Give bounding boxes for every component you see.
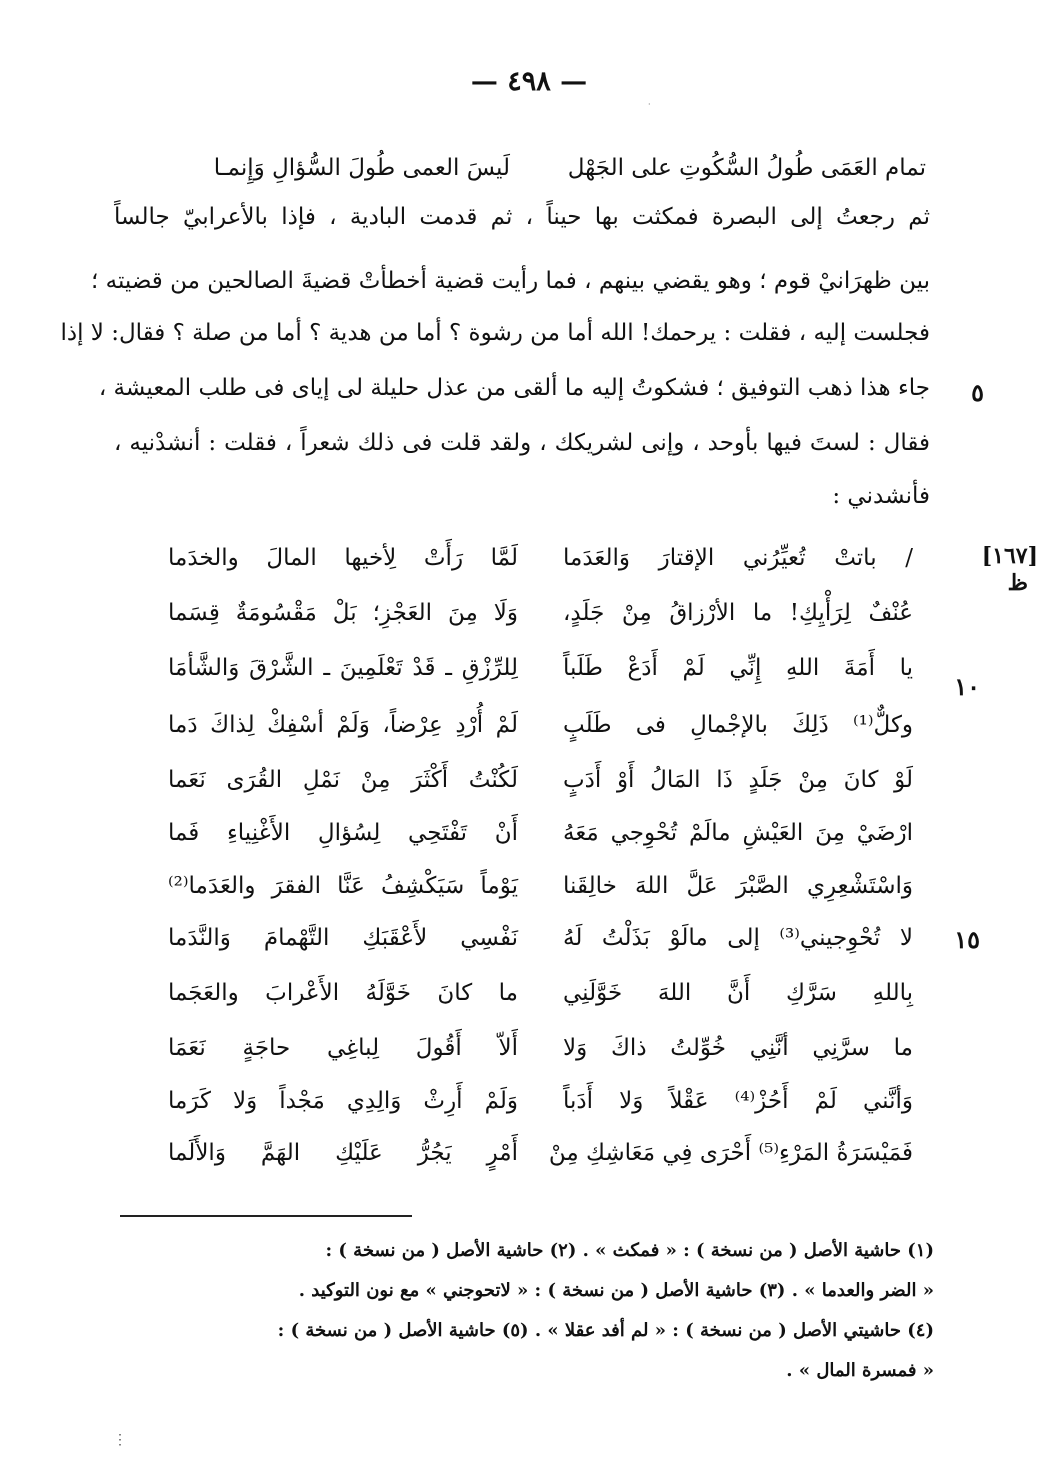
prose-line: فأنشدني :: [832, 483, 930, 509]
page-number: — ٤٩٨ —: [470, 66, 588, 97]
prose-line: فجلست إليه ، فقلت : يرحمك! الله أما من رشوة ؟ أما من هدية ؟ أما من صلة ؟ فقال: لا إذا: [60, 320, 930, 346]
footnote-line: (٤) حاشيتي الأصل ( من نسخة ) : « لم أفد عقلا » . (٥) حاشية الأصل ( من نسخة ) :: [277, 1320, 934, 1341]
verse-first-hemistich: لَوْ كانَ مِنْ جَلَدٍ ذَا المَالُ أَوْ أَدَبٍ: [563, 767, 913, 793]
verse-first-hemistich: وَاسْتَشْعِرِي الصَّبْرَ عَلَّ اللهَ خالِقَنا: [563, 873, 913, 899]
line-number: ١٠: [954, 672, 980, 701]
verse-second-hemistich: وَلَمْ أَرِثْ وَالِدِي مَجْداً وَلا كَرَما: [168, 1088, 518, 1114]
line-number: ١٥: [954, 925, 980, 954]
manuscript-folio-reference: [١٦٧]: [981, 543, 1038, 569]
footnote-line: (١) حاشية الأصل ( من نسخة ) : « فمكث » . (٢) حاشية الأصل ( من نسخة ) :: [325, 1240, 934, 1261]
verse-second-hemistich: لَكُنْتُ أَكْثَرَ مِنْ نَمْلِ القُرَى نَعَما: [168, 767, 518, 793]
verse-first-hemistich: بِاللهِ سَرَّكِ أَنَّ اللهَ خَوَّلَنِي: [563, 980, 913, 1006]
footnote-line: « فمسرة المال » .: [786, 1360, 934, 1381]
prose-line: ثم رجعتُ إلى البصرة فمكثت بها حيناً ، ثم قدمت البادية ، فإذا بالأعرابيّ جالساً: [114, 204, 930, 230]
verse-first-hemistich: ما سرَّنِي أنَّنِي خُوِّلتُ ذاكَ وَلا: [563, 1035, 913, 1061]
scan-speck: ·: [648, 100, 651, 109]
verse-second-hemistich: أَلاّ أَقُولَ لِباغِي حاجَةٍ نَعَمَا: [168, 1035, 518, 1061]
opening-verse-second-hemistich: تمام العَمَى طُولُ السُّكُوتِ على الجَهْل: [567, 155, 926, 181]
verse-second-hemistich: نَفْسِي لأَعْقَبَكِ التَّهْمامَ وَالنَّدَما: [168, 925, 518, 951]
opening-verse-first-hemistich: لَيسَ العمى طُولَ السُّؤالِ وَإِنمـا: [213, 155, 510, 181]
verse-first-hemistich: لا تُحْوِجيني⁽³⁾ إلى مالَوْ بَذَلْتُ لَهُ: [563, 925, 913, 951]
footnote-divider: [120, 1215, 412, 1217]
verse-first-hemistich: يا أَمَةَ اللهِ إِنِّي لَمْ أَدَعْ طَلَباً: [563, 655, 913, 681]
verse-first-hemistich: ارْضَيْ مِنَ العَيْشِ مالَمْ تُحْوِجي مَعَهُ: [563, 820, 913, 846]
scan-mark: ⋮: [113, 1432, 127, 1448]
verse-second-hemistich: يَوْماً سَيَكْشِفُ عَنَّا الفقرَ والعَدَما⁽²⁾: [168, 873, 518, 899]
folio-side-marker: ظ: [1007, 570, 1028, 596]
verse-first-hemistich: وَأنَّني لَمْ أَحُزْ⁽⁴⁾ عَقْلاً وَلا أَدَباً: [563, 1088, 913, 1114]
verse-second-hemistich: لَمْ أُرْدِ عِرْضاً، وَلَمْ أسْفِكْ لِذاكَ دَما: [168, 712, 518, 738]
prose-line: جاء هذا ذهب التوفيق ؛ فشكوتُ إليه ما ألقى من عذل حليلة لى إياى فى طلب المعيشة ،: [98, 375, 930, 401]
line-number: ٥: [971, 378, 984, 407]
verse-first-hemistich: / باتتْ تُعيِّرُني الإقتارَ وَالعَدَما: [563, 545, 913, 571]
verse-second-hemistich: لَمَّا رَأَتْ لِأخيها المالَ والخدَما: [168, 545, 518, 571]
verse-second-hemistich: أَمْرٍ يَجُرُّ عَلَيْكِ الهَمَّ وَالأَلَما: [168, 1140, 518, 1166]
prose-line: بين ظهرَانيْ قوم ؛ وهو يقضي بينهم ، فما رأيت قضية أخطأتْ قضيةَ الصالحين من قضيته ؛: [91, 268, 930, 294]
verse-second-hemistich: أَنْ تَفْتَحِي لِسُؤالِ الأَغْنِياءِ فَما: [168, 820, 518, 846]
footnote-line: « الضر والعدما » . (٣) حاشية الأصل ( من نسخة ) : « لاتحوجني » مع نون التوكيد .: [298, 1280, 934, 1301]
verse-first-hemistich: وكلٌّ⁽¹⁾ ذَلِكَ بالإجْمالِ فى طَلَبٍ: [563, 712, 913, 738]
prose-line: فقال : لستَ فيها بأوحد ، وإنى لشريكك ، ولقد قلت فى ذلك شعراً ، فقلت : أنشدْنيه ،: [114, 430, 930, 456]
verse-second-hemistich: وَلَا مِنَ العَجْزِ؛ بَلْ مَقْسُومَةٌ قِسَما: [168, 600, 518, 626]
verse-first-hemistich: عُنْفٌ لِرَأْيِكِ! ما الأرْزاقُ مِنْ جَلَدٍ،: [563, 600, 913, 626]
verse-second-hemistich: ما كانَ خَوَّلَهُ الأَعْرابَ والعَجَما: [168, 980, 518, 1006]
verse-second-hemistich: لِلرِّزْقِ ـ قَدْ تَعْلَمِينَ ـ الشَّرْقَ وَالشَّأمَا: [168, 655, 518, 681]
verse-first-hemistich: فَمَيْسَرَةُ المَرْءِ⁽⁵⁾ أَحْرَى فِي مَعَاشِكِ مِنْ: [548, 1140, 913, 1166]
